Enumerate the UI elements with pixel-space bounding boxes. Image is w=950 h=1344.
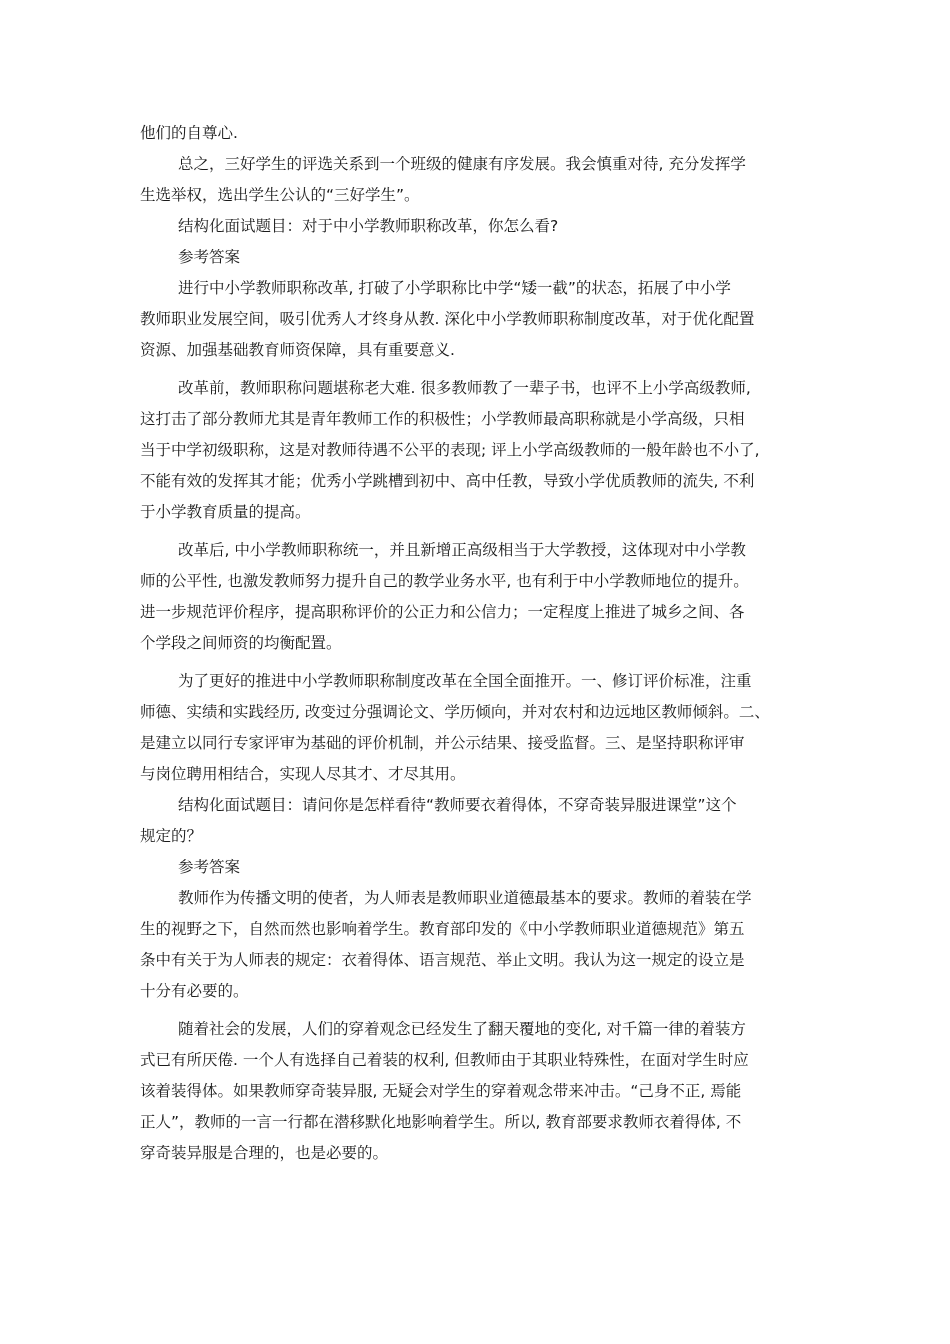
text-line: 规定的？ [140,827,203,845]
paragraph [140,883,820,1007]
text-line: 该着装得体。如果教师穿奇装异服, 无疑会对学生的穿着观念带来冲击。“己身不正, 焉能 [140,1082,742,1100]
text-line: 条中有关于为人师表的规定：衣着得体、语言规范、举止文明。我认为这一规定的设立是 [140,951,745,969]
text-line: 参考答案 [178,858,241,876]
text-line: 总之，三好学生的评选关系到一个班级的健康有序发展。我会慎重对待, 充分发挥学 [178,155,746,173]
text-line: 生选举权，选出学生公认的“三好学生”。 [140,186,420,204]
text-line: 与岗位聘用相结合，实现人尽其才、才尽其用。 [140,765,466,783]
text-line: 生的视野之下，自然而然也影响着学生。教育部印发的《中小学教师职业道德规范》第五 [140,920,745,938]
paragraph [140,666,820,790]
text-line: 改革前，教师职称问题堪称老大难. 很多教师教了一辈子书，也评不上小学高级教师, [178,379,751,397]
text-line: 结构化面试题目：对于中小学教师职称改革，你怎么看? [178,217,559,235]
text-line: 师的公平性, 也激发教师努力提升自己的教学业务水平, 也有利于中小学教师地位的提升。 [140,572,749,590]
text-line: 教师职业发展空间，吸引优秀人才终身从教. 深化中小学教师职称制度改革，对于优化配置 [140,310,755,328]
paragraph-spacer [140,659,820,666]
text-line: 式已有所厌倦. 一个人有选择自己着装的权利, 但教师由于其职业特殊性，在面对学生时应 [140,1051,749,1069]
text-line: 正人”，教师的一言一行都在潜移默化地影响着学生。所以, 教育部要求教师衣着得体, 不 [140,1113,742,1131]
text-line: 师德、实绩和实践经历, 改变过分强调论文、学历倾向，并对农村和边远地区教师倾斜。二、 [140,703,770,721]
text-line: 改革后, 中小学教师职称统一，并且新增正高级相当于大学教授，这体现对中小学教 [178,541,746,559]
paragraph [140,373,820,528]
paragraph [140,535,820,659]
text-line: 穿奇装异服是合理的，也是必要的。 [140,1144,389,1162]
text-line: 为了更好的推进中小学教师职称制度改革在全国全面推开。一、修订评价标准，注重 [178,672,752,690]
text-line: 个学段之间师资的均衡配置。 [140,634,342,652]
text-line: 资源、加强基础教育师资保障，具有重要意义. [140,341,455,359]
text-line: 当于中学初级职称，这是对教师待遇不公平的表现; 评上小学高级教师的一般年龄也不小了, [140,441,760,459]
text-line: 进一步规范评价程序，提高职称评价的公正力和公信力；一定程度上推进了城乡之间、各 [140,603,745,621]
paragraph [140,211,820,242]
document-body [140,118,820,1169]
text-line: 这打击了部分教师尤其是青年教师工作的积极性；小学教师最高职称就是小学高级，只相 [140,410,745,428]
paragraph [140,118,820,149]
text-line: 随着社会的发展，人们的穿着观念已经发生了翻天覆地的变化, 对千篇一律的着装方 [178,1020,746,1038]
paragraph [140,1014,820,1169]
text-line: 不能有效的发挥其才能；优秀小学跳槽到初中、高中任教，导致小学优质教师的流失, 不利 [140,472,755,490]
text-line: 结构化面试题目：请问你是怎样看待“教师要衣着得体，不穿奇装异服进课堂”这个 [178,796,737,814]
paragraph-spacer [140,366,820,373]
paragraph [140,149,820,211]
text-line: 进行中小学教师职称改革, 打破了小学职称比中学“矮一截”的状态，拓展了中小学 [178,279,731,297]
paragraph-spacer [140,528,820,535]
paragraph [140,852,820,883]
paragraph [140,242,820,273]
paragraph [140,790,820,852]
text-line: 参考答案 [178,248,241,266]
text-line: 是建立以同行专家评审为基础的评价机制，并公示结果、接受监督。三、是坚持职称评审 [140,734,745,752]
text-line: 十分有必要的。 [140,982,249,1000]
text-line: 他们的自尊心. [140,124,238,142]
paragraph [140,273,820,366]
text-line: 教师作为传播文明的使者，为人师表是教师职业道德最基本的要求。教师的着装在学 [178,889,752,907]
text-line: 于小学教育质量的提高。 [140,503,311,521]
paragraph-spacer [140,1007,820,1014]
